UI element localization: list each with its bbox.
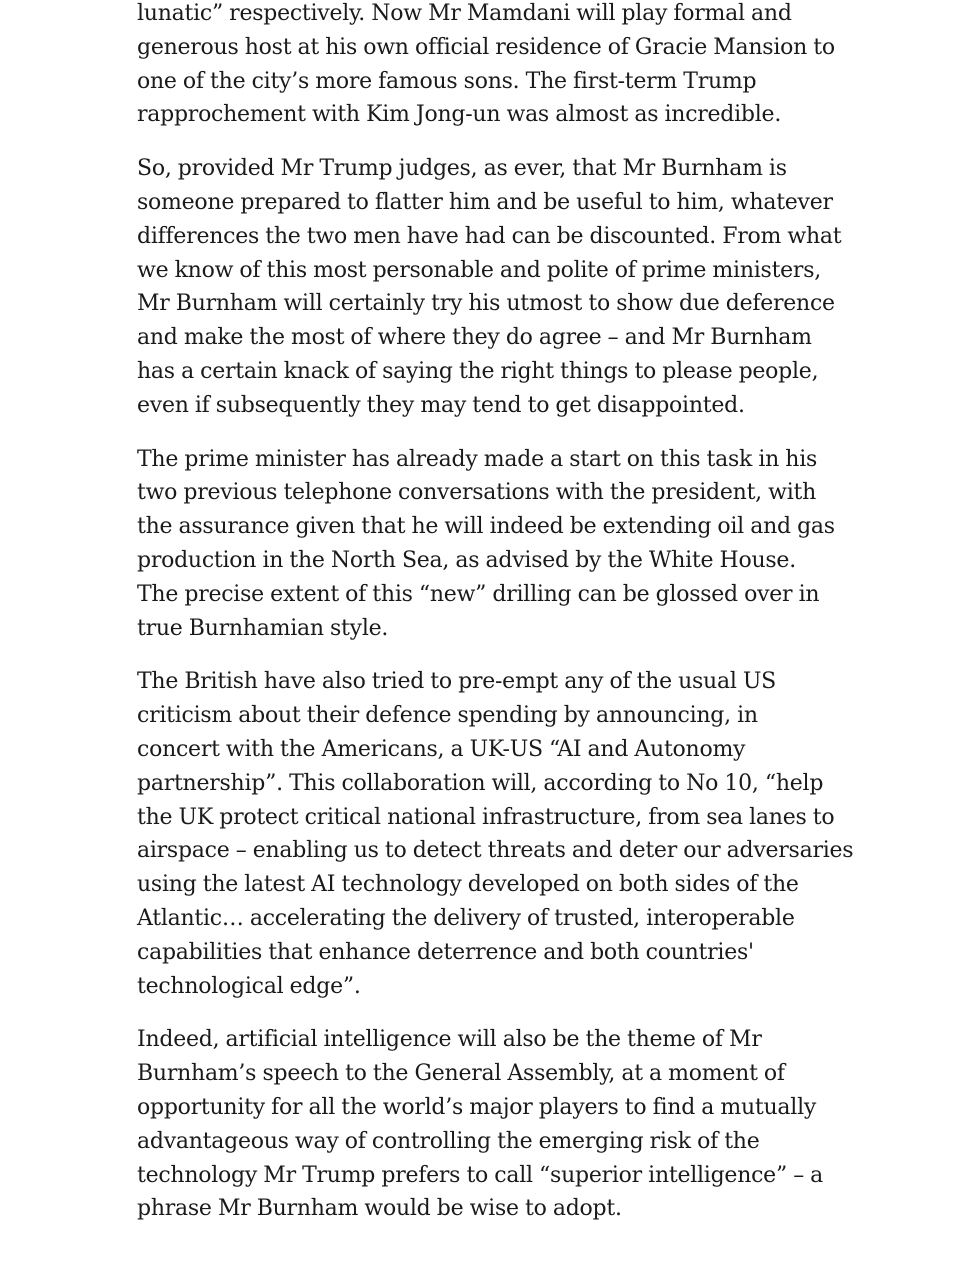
paragraph-line: and make the most of where they do agree – and Mr Burnham: [137, 325, 812, 351]
paragraph-line: The prime minister has already made a start on this task in his: [137, 446, 818, 472]
paragraph-line: we know of this most personable and polite of prime ministers,: [137, 257, 821, 283]
article-paragraph: [137, 0, 835, 132]
article-paragraph: [137, 152, 842, 422]
article-paragraph: [137, 443, 835, 646]
paragraph-line: differences the two men have had can be discounted. From what: [137, 223, 842, 249]
paragraph-line: Atlantic… accelerating the delivery of trusted, interoperable: [137, 905, 795, 931]
paragraph-line: opportunity for all the world’s major players to find a mutually: [137, 1094, 817, 1120]
paragraph-line: Indeed, artificial intelligence will also be the theme of Mr: [137, 1027, 762, 1053]
paragraph-line: advantageous way of controlling the emerging risk of the: [137, 1128, 760, 1154]
paragraph-line: The British have also tried to pre-empt any of the usual US: [137, 669, 776, 695]
paragraph-line: capabilities that enhance deterrence and both countries': [137, 939, 754, 965]
paragraph-line: partnership”. This collaboration will, according to No 10, “help: [137, 770, 824, 796]
paragraph-line: using the latest AI technology developed on both sides of the: [137, 872, 799, 898]
paragraph-line: true Burnhamian style.: [137, 615, 389, 641]
paragraph-line: two previous telephone conversations with the president, with: [137, 480, 817, 506]
paragraph-line: Burnham’s speech to the General Assembly, at a moment of: [137, 1061, 785, 1087]
article-paragraph: [137, 665, 854, 1003]
paragraph-line: one of the city’s more famous sons. The first-term Trump: [137, 68, 757, 94]
paragraph-line: lunatic” respectively. Now Mr Mamdani will play formal and: [137, 1, 792, 26]
paragraph-line: concert with the Americans, a UK-US “AI and Autonomy: [137, 736, 746, 762]
article-paragraph: [137, 1023, 827, 1226]
article-body: [137, 0, 854, 1246]
paragraph-line: Mr Burnham will certainly try his utmost to show due deference: [137, 291, 835, 317]
paragraph-line: the UK protect critical national infrastructure, from sea lanes to: [137, 804, 835, 830]
paragraph-line: phrase Mr Burnham would be wise to adopt.: [137, 1196, 622, 1222]
paragraph-line: someone prepared to flatter him and be useful to him, whatever: [137, 189, 833, 215]
paragraph-line: airspace – enabling us to detect threats and deter our adversaries: [137, 838, 854, 864]
paragraph-line: rapprochement with Kim Jong-un was almost as incredible.: [137, 102, 782, 128]
paragraph-line: technological edge”.: [137, 973, 361, 999]
paragraph-line: technology Mr Trump prefers to call “superior intelligence” – a: [137, 1162, 824, 1188]
paragraph-line: even if subsequently they may tend to get disappointed.: [137, 392, 745, 418]
paragraph-line: criticism about their defence spending by announcing, in: [137, 703, 758, 729]
paragraph-line: So, provided Mr Trump judges, as ever, that Mr Burnham is: [137, 156, 787, 182]
paragraph-line: the assurance given that he will indeed be extending oil and gas: [137, 514, 835, 540]
paragraph-line: has a certain knack of saying the right things to please people,: [137, 358, 819, 384]
paragraph-line: The precise extent of this “new” drilling can be glossed over in: [137, 581, 820, 607]
paragraph-line: production in the North Sea, as advised by the White House.: [137, 547, 796, 573]
paragraph-line: generous host at his own official residence of Gracie Mansion to: [137, 34, 835, 60]
